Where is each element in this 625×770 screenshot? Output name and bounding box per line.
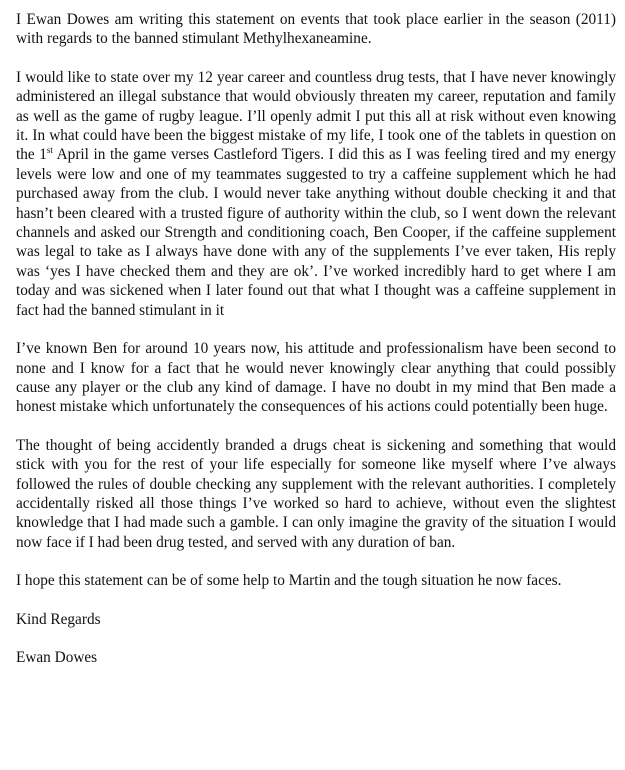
statement-document — [16, 10, 616, 667]
main-paragraph-text-2: April in the game verses Castleford Tigers. I did this as I was feeling tired and my energy levels were low and one of my teammates suggested to try a caffeine supplement which he had purchased away from the club. I would never take anything without double checking it and that hasn’t been cleared with a trusted figure of authority within the club, so I went down the relevant channels and asked our Strength and conditioning coach, Ben Cooper, if the caffeine supplement was legal to take as I always have done with any of the supplements I’ve ever taken, His reply was ‘yes I have checked them and they are ok’. I’ve worked incredibly hard to get where I am today and was sickened when I later found out that what I thought was a caffeine supplement in fact had the banned stimulant in it — [16, 146, 616, 319]
main-paragraph-text-1: I would like to state over my 12 year career and countless drug tests, that I have never knowingly administered an illegal substance that would obviously threaten my career, reputation and family as well as the game of rugby league. I’ll openly admit I put this all at risk without even knowing it. In what could have been the biggest mistake of my life, I took one of the tablets in question on the 1 — [16, 68, 616, 164]
main-paragraph — [16, 68, 616, 320]
closing-paragraph: I hope this statement can be of some help to Martin and the tough situation he now faces. — [16, 572, 562, 590]
closing-salutation: Kind Regards — [16, 610, 101, 628]
intro-paragraph: I Ewan Dowes am writing this statement on events that took place earlier in the season (2011) with regards to the banned stimulant Methylhexaneamine. — [16, 11, 616, 48]
ben-cooper-paragraph: I’ve known Ben for around 10 years now, his attitude and professionalism have been second to none and I know for a fact that he would never knowingly clear anything that could possibly cause any player or the club any kind of damage. I have no doubt in my mind that Ben made a honest mistake which unfortunately the consequences of his actions could potentially been huge. — [16, 340, 616, 416]
consequences-paragraph: The thought of being accidently branded a drugs cheat is sickening and something that would stick with you for the rest of your life especially for someone like myself where I’ve always followed the rules of double checking any supplement with the relevant authorities. I completely accidentally risked all those things I’ve worked so hard to achieve, without even the slightest knowledge that I had made such a gamble. I can only imagine the gravity of the situation I would now face if I had been drug tested, and served with any duration of ban. — [16, 436, 616, 551]
date-ordinal-superscript: st — [46, 145, 53, 156]
signature-name: Ewan Dowes — [16, 648, 98, 666]
